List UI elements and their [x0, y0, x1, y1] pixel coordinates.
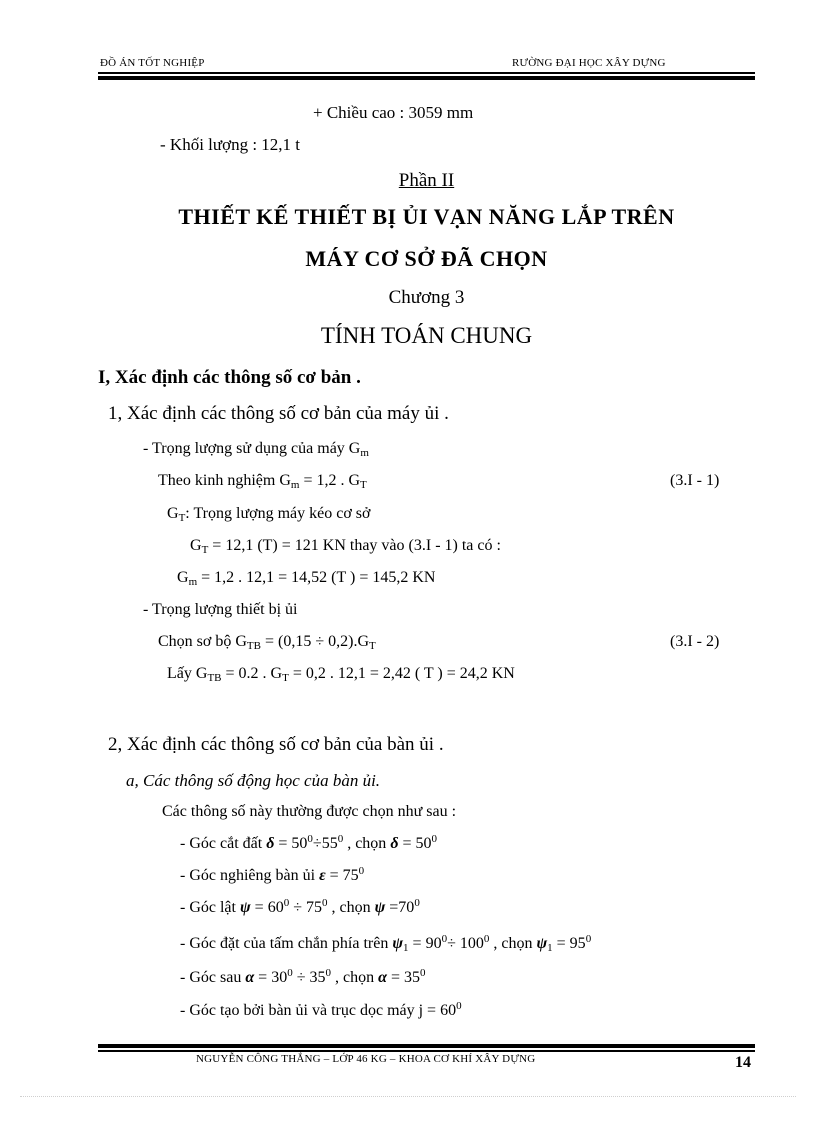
degree: 0 — [483, 933, 490, 945]
degree: 0 — [419, 967, 426, 979]
degree: 0 — [414, 897, 420, 909]
subscript: T — [369, 640, 376, 652]
text: = (0,15 ÷ 0,2).G — [260, 633, 369, 650]
text: Theo kinh nghiệm G — [158, 472, 291, 489]
line-goc-cat-dat — [180, 835, 437, 853]
section-1-heading: I, Xác định các thông số cơ bản . — [98, 367, 361, 388]
subsection-1-heading: 1, Xác định các thông số cơ bản của máy ủi . — [108, 403, 449, 424]
text: = 60 — [250, 899, 284, 916]
footer-author: NGUYỄN CÔNG THẮNG – LỚP 46 KG – KHOA CƠ KHÍ XÂY DỰNG — [196, 1053, 536, 1065]
line-gt-value — [190, 537, 501, 555]
header-rule-bottom — [98, 76, 755, 80]
text: = 1,2 . 12,1 = 14,52 (T ) = 145,2 KN — [197, 569, 436, 586]
text: , chọn — [330, 969, 379, 986]
line-intro: Các thông số này thường được chọn như sau : — [162, 803, 457, 820]
degree: 0 — [307, 833, 313, 845]
header-rule-top — [98, 72, 755, 74]
line-trong-luong-thiet-bi: - Trọng lượng thiết bị ủi — [143, 601, 298, 618]
text: = 12,1 (T) = 121 KN thay vào (3.I - 1) ta có : — [208, 537, 501, 554]
degree: 0 — [456, 1000, 462, 1012]
header-left: ĐỒ ÁN TỐT NGHIỆP — [100, 57, 205, 69]
text: , chọn — [489, 935, 537, 952]
degree: 0 — [321, 897, 328, 909]
line-gt-definition — [167, 505, 370, 523]
subscript: T — [282, 672, 289, 684]
psi-symbol: ψ — [374, 899, 386, 916]
text: ÷ 35 — [292, 969, 326, 986]
alpha-symbol: α — [245, 969, 255, 986]
text: G — [167, 505, 179, 522]
text: = 95 — [552, 935, 586, 952]
text: = 75 — [325, 867, 359, 884]
text: G — [177, 569, 189, 586]
subscript: T — [360, 479, 367, 491]
text: G — [190, 537, 202, 554]
line-goc-tao — [180, 1002, 462, 1020]
equation-ref-2: (3.I - 2) — [670, 633, 720, 650]
line-chon-so-bo — [158, 633, 376, 651]
psi-symbol: ψ — [392, 935, 404, 952]
delta-symbol: δ — [266, 835, 275, 852]
subscript: m — [188, 576, 198, 588]
text: ÷ 100 — [447, 935, 484, 952]
part-title-line-2: MÁY CƠ SỞ ĐÃ CHỌN — [305, 246, 548, 271]
text: - Góc lật — [180, 899, 240, 916]
page-edge-dotted-line — [20, 1096, 796, 1097]
degree: 0 — [431, 833, 438, 845]
degree: 0 — [287, 967, 293, 979]
subscript: T — [178, 512, 186, 524]
degree: 0 — [358, 865, 365, 877]
header-right: RƯỜNG ĐẠI HỌC XÂY DỰNG — [512, 57, 666, 69]
text: = 90 — [408, 935, 442, 952]
line-goc-nghieng — [180, 867, 364, 885]
text: ÷55 — [312, 835, 338, 852]
text: ÷ 75 — [289, 899, 322, 916]
text: = 50 — [274, 835, 308, 852]
chapter-title: TÍNH TOÁN CHUNG — [320, 323, 533, 348]
text: - Góc tạo bởi bàn ủi và trục dọc máy j = 60 — [180, 1002, 457, 1019]
subscript: m — [290, 479, 300, 491]
text: = 1,2 . G — [299, 472, 361, 489]
line-khoi-luong: - Khối lượng : 12,1 t — [160, 135, 301, 154]
text: , chọn — [327, 899, 375, 916]
text: , chọn — [343, 835, 391, 852]
subsection-2a-heading: a, Các thông số động học của bàn ủi. — [126, 771, 381, 790]
line-chieu-cao: + Chiều cao : 3059 mm — [313, 103, 474, 122]
line-gm-value — [177, 569, 435, 587]
subscript: TB — [246, 640, 261, 652]
text: - Góc đặt của tấm chắn phía trên — [180, 935, 393, 952]
text: = 0,2 . 12,1 = 2,42 ( T ) = 24,2 KN — [288, 665, 515, 682]
text: =70 — [385, 899, 415, 916]
degree: 0 — [441, 933, 448, 945]
equation-ref-1: (3.I - 1) — [670, 472, 720, 489]
alpha-symbol: α — [378, 969, 387, 986]
text: = 0.2 . G — [221, 665, 283, 682]
text: : Trọng lượng máy kéo cơ sở — [185, 505, 371, 522]
psi-symbol: ψ — [536, 935, 548, 952]
degree: 0 — [585, 933, 592, 945]
subsection-2-heading: 2, Xác định các thông số cơ bản của bàn ủi . — [108, 734, 444, 755]
text: = 50 — [398, 835, 432, 852]
text: = 30 — [254, 969, 288, 986]
degree: 0 — [283, 897, 290, 909]
subscript: 1 — [403, 942, 409, 954]
line-lay — [167, 665, 515, 683]
subscript: m — [360, 447, 369, 459]
subscript: 1 — [547, 942, 553, 954]
line-theo-kinh-nghiem — [158, 472, 367, 490]
text: Chọn sơ bộ G — [158, 633, 247, 650]
text: - Góc nghiêng bàn ủi — [180, 867, 320, 884]
footer-rule-bottom — [98, 1050, 755, 1052]
psi-symbol: ψ — [239, 899, 251, 916]
subscript: T — [201, 544, 209, 556]
line-goc-dat — [180, 935, 591, 953]
text: Lấy G — [167, 665, 208, 682]
epsilon-symbol: ε — [319, 867, 326, 884]
part-label: Phần II — [398, 170, 455, 191]
delta-symbol: δ — [390, 835, 399, 852]
line-goc-sau — [180, 969, 425, 987]
part-title-line-1: THIẾT KẾ THIẾT BỊ ỦI VẠN NĂNG LẮP TRÊN — [178, 204, 675, 229]
text: - Góc cắt đất — [180, 835, 267, 852]
subscript: TB — [207, 672, 222, 684]
degree: 0 — [337, 833, 344, 845]
text: - Góc sau — [180, 969, 246, 986]
degree: 0 — [325, 967, 331, 979]
line-goc-lat — [180, 899, 420, 917]
text: = 35 — [386, 969, 420, 986]
chapter-label: Chương 3 — [388, 287, 465, 308]
text: - Trọng lượng sử dụng của máy G — [143, 440, 361, 457]
page-number: 14 — [735, 1054, 751, 1071]
line-trong-luong-may — [143, 440, 369, 458]
footer-rule-top — [98, 1044, 755, 1048]
